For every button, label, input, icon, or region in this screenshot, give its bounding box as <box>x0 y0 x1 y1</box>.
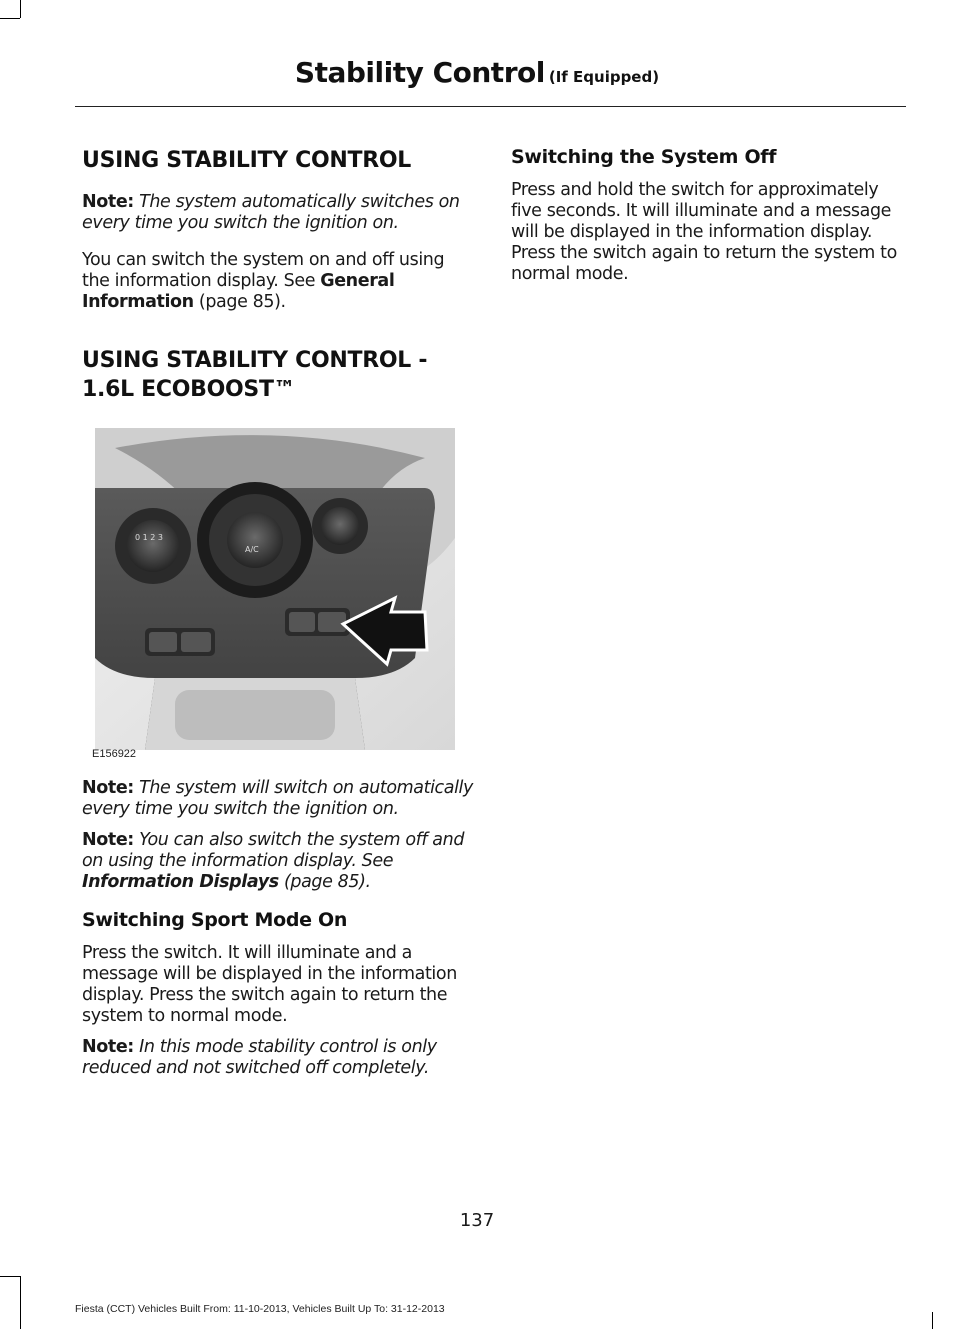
page-number: 137 <box>459 1210 495 1231</box>
crop-mark <box>0 1276 20 1277</box>
header-rule <box>75 106 906 107</box>
subheading-sport-mode: Switching Sport Mode On <box>82 909 348 931</box>
dashboard-illustration <box>95 428 455 750</box>
section-heading-using-stability-control: USING STABILITY CONTROL <box>82 148 411 173</box>
crop-mark <box>932 1312 933 1329</box>
footer-text: Fiesta (CCT) Vehicles Built From: 11-10-2013, Vehicles Built Up To: 31-12-2013 <box>75 1303 445 1315</box>
right-column <box>511 146 903 285</box>
left-column-lower <box>82 778 474 1079</box>
crop-mark <box>0 18 20 19</box>
paragraph-info-display: You can switch the system on and off using the information display. See General Information (page 85). <box>82 250 445 312</box>
figure-code: E156922 <box>92 748 137 760</box>
section-heading-ecoboost: USING STABILITY CONTROL - 1.6L ECOBOOST™ <box>82 348 428 402</box>
paragraph-sport-mode: Press the switch. It will illuminate and a message will be displayed in the information display. Press the switch again to return the system to normal mode. <box>82 943 457 1026</box>
note-info-display: Note: You can also switch the system off and on using the information display. See Information Displays (page 85). <box>82 830 465 892</box>
note-sport-mode: Note: In this mode stability control is only reduced and not switched off completely. <box>82 1037 437 1078</box>
svg-text:A/C: A/C <box>245 545 259 554</box>
link-general-information[interactable]: General Information <box>82 271 395 312</box>
svg-text:0 1 2 3: 0 1 2 3 <box>135 533 163 542</box>
crop-mark <box>20 0 21 18</box>
crop-mark <box>20 1276 21 1329</box>
subheading-system-off: Switching the System Off <box>511 146 777 168</box>
header-title: Stability Control <box>294 56 545 89</box>
header-subtitle: (If Equipped) <box>548 68 660 86</box>
paragraph-system-off: Press and hold the switch for approximately five seconds. It will illuminate and a message will be displayed in the information display. Press the switch again to return the system to normal mode. <box>511 180 897 284</box>
page-header <box>0 56 954 89</box>
note-auto-switch: Note: The system automatically switches on every time you switch the ignition on. <box>82 192 460 233</box>
note-auto-on: Note: The system will switch on automatically every time you switch the ignition on. <box>82 778 473 819</box>
link-information-displays[interactable]: Information Displays <box>82 872 279 892</box>
left-column <box>82 140 474 404</box>
